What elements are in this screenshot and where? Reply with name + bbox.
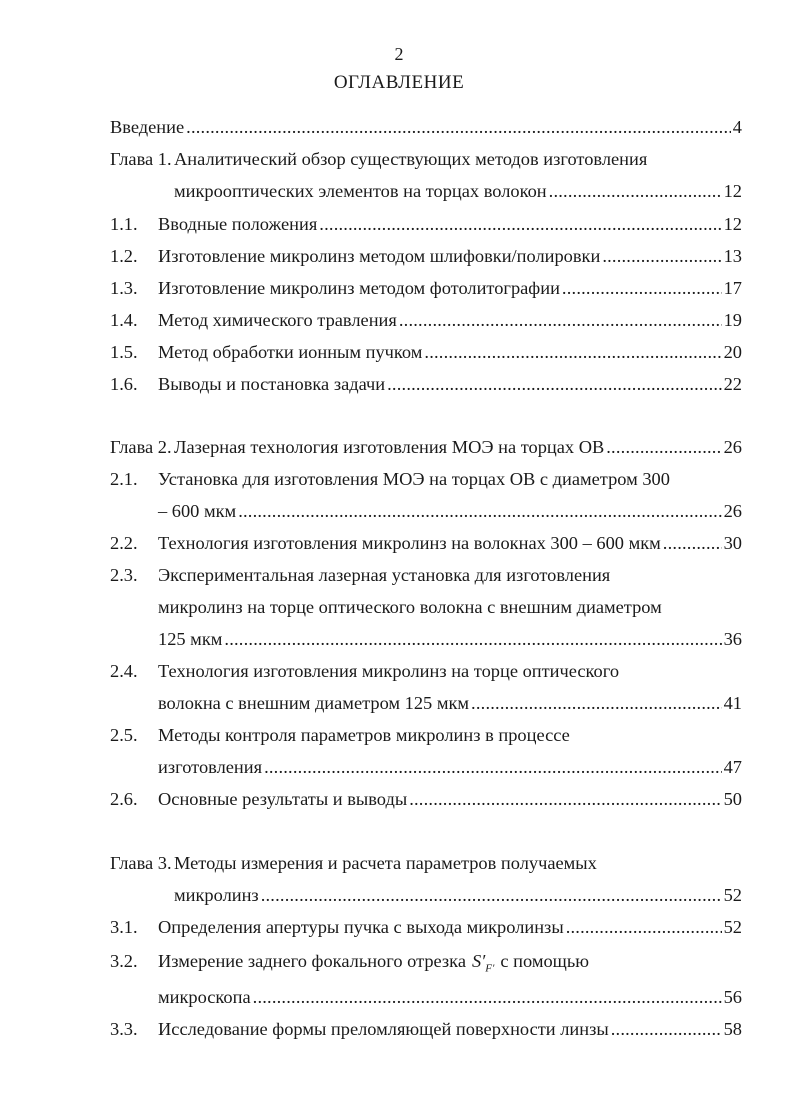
toc-entry-3-2-cont[interactable] [158, 986, 742, 1008]
toc-page-number: 12 [723, 214, 742, 234]
toc-section-number: 2.1. [110, 469, 138, 489]
toc-entry-text: Методы измерения и расчета параметров получаемых [174, 853, 597, 873]
toc-section-number: 2.3. [110, 565, 138, 585]
toc-page-number: 30 [723, 533, 742, 553]
toc-section-number: 2.2. [110, 533, 138, 553]
toc-entry-text: Определения апертуры пучка с выхода микролинзы [158, 917, 564, 937]
toc-entry-2-1[interactable] [110, 468, 742, 490]
dot-leader [600, 245, 721, 267]
toc-entry-text: Исследование формы преломляющей поверхности линзы [158, 1019, 609, 1039]
dot-leader [397, 309, 722, 331]
toc-entry-2-3-cont2[interactable] [158, 628, 742, 650]
toc-section-number: 2.6. [110, 789, 138, 809]
toc-entry-text: Метод химического травления [158, 310, 397, 330]
toc-page-number: 56 [723, 987, 742, 1007]
toc-section-number: 2.5. [110, 725, 138, 745]
toc-page-number: 26 [723, 437, 742, 457]
toc-page-number: 13 [723, 246, 742, 266]
toc-section-number: 1.5. [110, 342, 138, 362]
toc-entry-1-1[interactable] [110, 213, 742, 235]
toc-entry-text: микроскопа [158, 987, 251, 1007]
toc-entry-1-3[interactable] [110, 277, 742, 299]
toc-entry-text: с помощью [500, 951, 589, 971]
toc-section-number: 2.4. [110, 661, 138, 681]
toc-entry-text: Измерение заднего фокального отрезка [158, 951, 467, 971]
toc-entry-3-1[interactable] [110, 916, 742, 938]
dot-leader [317, 213, 721, 235]
toc-page-number: 50 [723, 789, 742, 809]
toc-entry-text: Технология изготовления микролинз на волокнах 300 – 600 мкм [158, 533, 661, 553]
dot-leader [469, 692, 722, 714]
toc-page-number: 52 [723, 885, 742, 905]
dot-leader [407, 788, 721, 810]
toc-page-number: 52 [723, 917, 742, 937]
toc-page-number: 58 [723, 1019, 742, 1039]
toc-entry-text: 125 мкм [158, 629, 223, 649]
toc-entry-text: микролинз [174, 885, 259, 905]
toc-entry-text: Вводные положения [158, 214, 318, 234]
toc-entry-2-6[interactable] [110, 788, 742, 810]
dot-leader [560, 277, 722, 299]
dot-leader [236, 500, 721, 522]
toc-page-number: 4 [732, 117, 742, 137]
toc-entry-3-3[interactable] [110, 1018, 742, 1040]
dot-leader [604, 436, 721, 458]
toc-entry-text: Основные результаты и выводы [158, 789, 408, 809]
toc-page-number: 17 [723, 278, 742, 298]
toc-entry-2-5[interactable] [110, 724, 742, 746]
toc-entry-chapter-3[interactable] [110, 852, 742, 874]
toc-entry-1-6[interactable] [110, 373, 742, 395]
dot-leader [262, 756, 722, 778]
toc-entry-chapter-3-cont[interactable] [174, 884, 742, 906]
toc-entry-text: Метод обработки ионным пучком [158, 342, 423, 362]
toc-page-number: 41 [723, 693, 742, 713]
toc-entry-chapter-1-cont[interactable] [174, 180, 742, 202]
toc-entry-text: Технология изготовления микролинз на торце оптического [158, 661, 620, 681]
toc-entry-text: Методы контроля параметров микролинз в процессе [158, 725, 570, 745]
toc-entry-chapter-2[interactable] [110, 436, 742, 458]
toc-section-number: 1.1. [110, 214, 138, 234]
dot-leader [609, 1018, 722, 1040]
toc-entry-3-2[interactable] [110, 950, 742, 975]
dot-leader [251, 986, 722, 1008]
toc-entry-text: Установка для изготовления МОЭ на торцах ОВ с диаметром 300 [158, 469, 670, 489]
toc-entry-introduction[interactable] [110, 116, 742, 138]
toc-entry-text: Изготовление микролинз методом шлифовки/полировки [158, 246, 601, 266]
toc-entry-text: изготовления [158, 757, 263, 777]
toc-entry-2-4-cont[interactable] [158, 692, 742, 714]
toc-page-number: 22 [723, 374, 742, 394]
toc-section-number: 1.2. [110, 246, 138, 266]
toc-section-number: 3.3. [110, 1019, 138, 1039]
toc-chapter-number: Глава 3. [110, 853, 172, 873]
toc-entry-text: Лазерная технология изготовления МОЭ на торцах ОВ [174, 437, 605, 457]
toc-entry-text: Аналитический обзор существующих методов изготовления [174, 149, 648, 169]
toc-page-number: 26 [723, 501, 742, 521]
dot-leader [661, 532, 722, 554]
toc-entry-2-5-cont[interactable] [158, 756, 742, 778]
toc-title: ОГЛАВЛЕНИЕ [333, 72, 465, 93]
toc-entry-1-2[interactable] [110, 245, 742, 267]
toc-entry-text: Экспериментальная лазерная установка для изготовления [158, 565, 611, 585]
toc-section-number: 3.2. [110, 951, 138, 971]
toc-page-number: 47 [723, 757, 742, 777]
toc-entry-text: – 600 мкм [158, 501, 237, 521]
toc-entry-2-4[interactable] [110, 660, 742, 682]
toc-section-number: 1.3. [110, 278, 138, 298]
dot-leader [547, 180, 722, 202]
toc-page-number: 19 [723, 310, 742, 330]
dot-leader [184, 116, 731, 138]
toc-page-number: 20 [723, 342, 742, 362]
toc-entry-1-5[interactable] [110, 341, 742, 363]
toc-entry-chapter-1[interactable] [110, 148, 742, 170]
dot-leader [222, 628, 721, 650]
toc-entry-text: Введение [110, 117, 185, 137]
toc-chapter-number: Глава 2. [110, 437, 172, 457]
toc-entry-text: волокна с внешним диаметром 125 мкм [158, 693, 470, 713]
toc-section-number: 1.6. [110, 374, 138, 394]
toc-entry-text: Выводы и постановка задачи [158, 374, 386, 394]
formula-back-focal-length: $S'_{F'}$ [472, 951, 495, 975]
toc-page-number: 12 [723, 181, 742, 201]
toc-entry-text: Изготовление микролинз методом фотолитографии [158, 278, 560, 298]
dot-leader [422, 341, 721, 363]
toc-entry-2-1-cont[interactable] [158, 500, 742, 522]
dot-leader [385, 373, 721, 395]
toc-entry-text: микрооптических элементов на торцах волокон [174, 181, 547, 201]
toc-section-number: 3.1. [110, 917, 138, 937]
toc-page-number: 36 [723, 629, 742, 649]
toc-section-number: 1.4. [110, 310, 138, 330]
page-number: 2 [394, 44, 404, 64]
toc-entry-text: микролинз на торце оптического волокна с внешним диаметром [158, 597, 662, 617]
toc-chapter-number: Глава 1. [110, 149, 172, 169]
toc-entry-2-3-cont[interactable] [158, 596, 742, 618]
dot-leader [564, 916, 722, 938]
toc-entry-2-2[interactable] [110, 532, 742, 554]
toc-entry-1-4[interactable] [110, 309, 742, 331]
toc-entry-2-3[interactable] [110, 564, 742, 586]
dot-leader [259, 884, 722, 906]
